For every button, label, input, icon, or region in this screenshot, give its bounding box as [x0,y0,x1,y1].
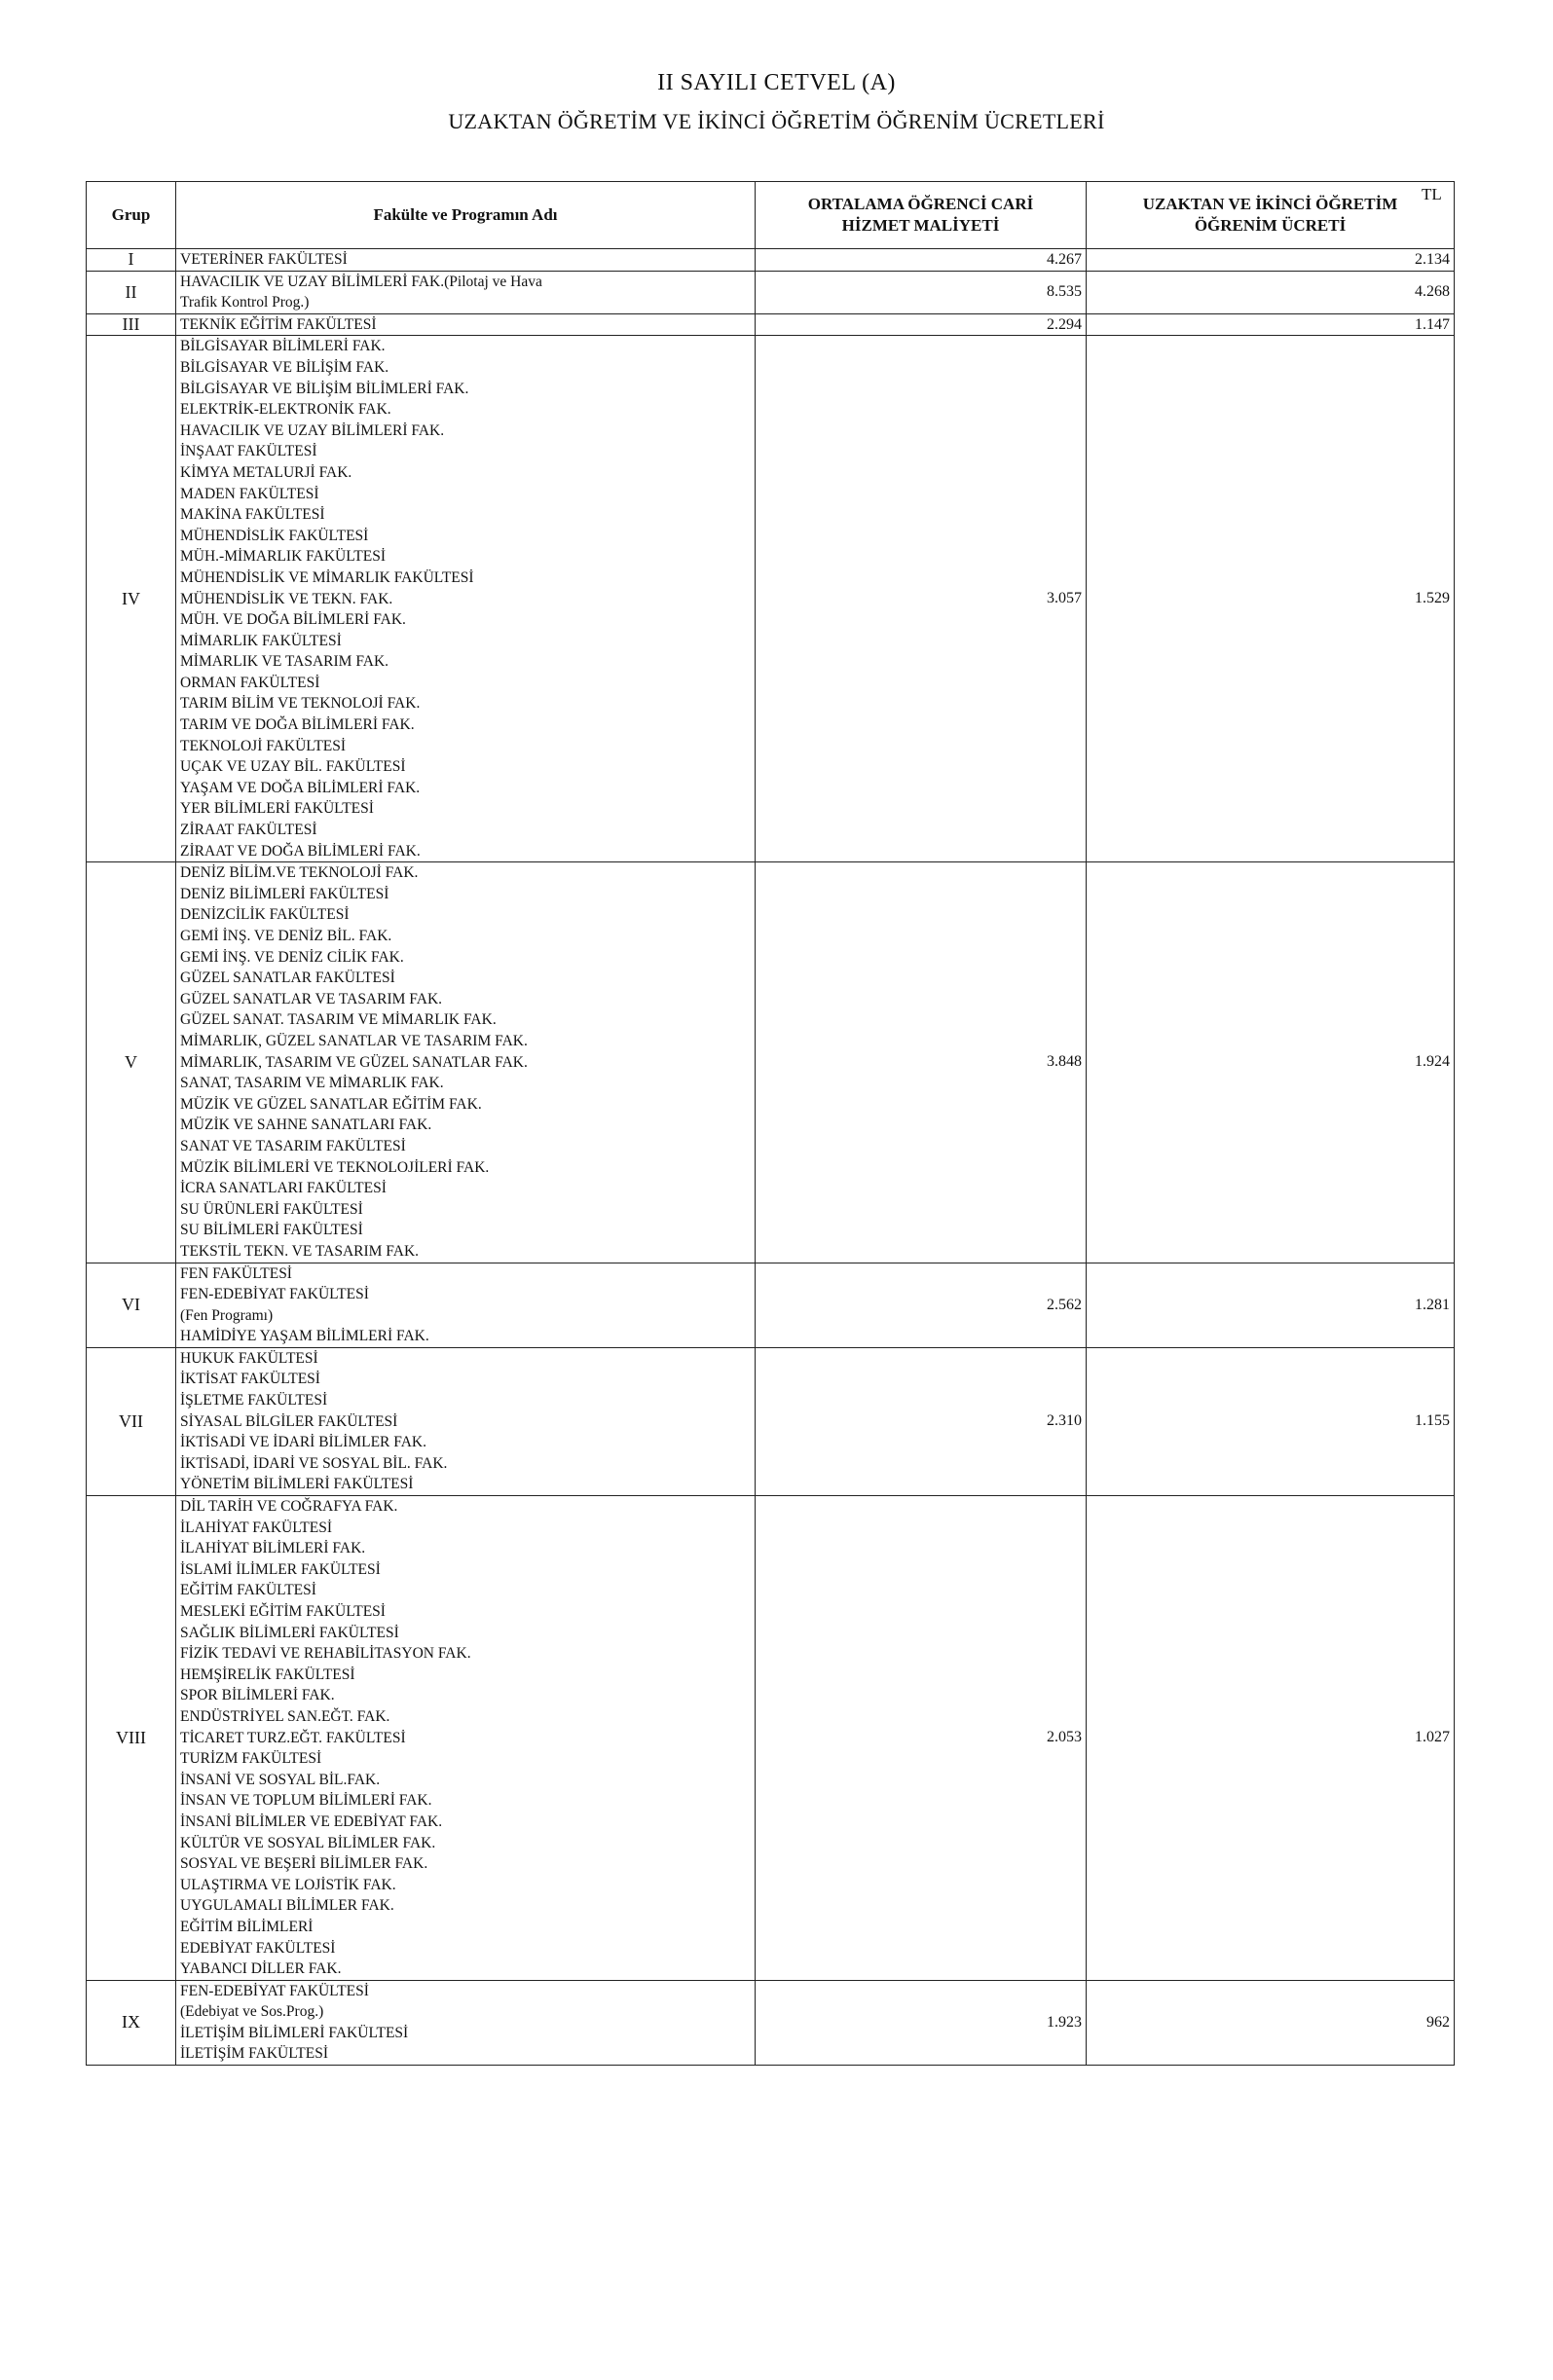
group-cell: IX [87,1980,176,2065]
faculty-name: BİLGİSAYAR BİLİMLERİ FAK. [180,338,386,355]
group-cell: IV [87,336,176,862]
faculty-name: TEKNİK EĞİTİM FAKÜLTESİ [180,315,377,333]
faculty-name: GÜZEL SANAT. TASARIM VE MİMARLIK FAK. [180,1011,497,1029]
table-row [87,862,1455,1263]
faculty-name: FEN-EDEBİYAT FAKÜLTESİ [180,1286,369,1303]
faculty-name: HUKUK FAKÜLTESİ [180,1349,318,1367]
table-row [87,1263,1455,1347]
table-row [87,249,1455,272]
faculty-name: ZİRAAT VE DOĞA BİLİMLERİ FAK. [180,842,421,860]
column-header-fee: UZAKTAN VE İKİNCİ ÖĞRETİM ÖĞRENİM ÜCRETİ [1087,182,1455,249]
faculty-name: EDEBİYAT FAKÜLTESİ [180,1939,336,1957]
faculty-name: EĞİTİM FAKÜLTESİ [180,1582,316,1599]
faculty-name: SİYASAL BİLGİLER FAKÜLTESİ [180,1412,398,1430]
table-row [87,336,1455,862]
faculty-name: HAVACILIK VE UZAY BİLİMLERİ FAK. [180,421,445,439]
faculty-name: HAVACILIK VE UZAY BİLİMLERİ FAK.(Pilotaj ve Hava [180,273,542,290]
document-title: II SAYILI CETVEL (A) [657,70,896,95]
faculty-list-cell [176,1347,756,1495]
faculty-name: İNSAN VE TOPLUM BİLİMLERİ FAK. [180,1792,432,1810]
table-row [87,1347,1455,1495]
faculty-name: MESLEKİ EĞİTİM FAKÜLTESİ [180,1603,386,1620]
faculty-name: YER BİLİMLERİ FAKÜLTESİ [180,800,374,818]
cost-cell: 8.535 [756,271,1087,313]
fee-cell: 2.134 [1087,249,1455,272]
faculty-name: HEMŞİRELİK FAKÜLTESİ [180,1666,355,1683]
faculty-name: TEKSTİL TEKN. VE TASARIM FAK. [180,1242,420,1260]
faculty-list-cell [176,249,756,272]
faculty-name: İLAHİYAT BİLİMLERİ FAK. [180,1540,366,1557]
faculty-name: SANAT VE TASARIM FAKÜLTESİ [180,1137,406,1154]
column-header-group: Grup [87,182,176,249]
faculty-list-cell [176,1980,756,2065]
faculty-list-cell [176,1263,756,1347]
faculty-list-cell [176,862,756,1263]
faculty-name: KİMYA METALURJİ FAK. [180,463,352,481]
faculty-name: İLAHİYAT FAKÜLTESİ [180,1519,333,1536]
fee-cell: 1.027 [1087,1496,1455,1981]
cost-cell: 4.267 [756,249,1087,272]
faculty-name: SU BİLİMLERİ FAKÜLTESİ [180,1222,363,1239]
faculty-name: DENİZ BİLİMLERİ FAKÜLTESİ [180,885,389,902]
faculty-name: İNSANİ VE SOSYAL BİL.FAK. [180,1771,381,1788]
fee-cell: 1.529 [1087,336,1455,862]
faculty-name: FEN FAKÜLTESİ [180,1264,292,1282]
faculty-name: GÜZEL SANATLAR VE TASARIM FAK. [180,990,443,1007]
faculty-name: MÜZİK VE SAHNE SANATLARI FAK. [180,1117,432,1134]
faculty-name: GEMİ İNŞ. VE DENİZ CİLİK FAK. [180,948,404,966]
cost-cell: 2.053 [756,1496,1087,1981]
faculty-name: (Fen Programı) [180,1306,274,1324]
fee-cell: 1.147 [1087,313,1455,336]
faculty-name: GEMİ İNŞ. VE DENİZ BİL. FAK. [180,928,392,944]
faculty-name: TARIM VE DOĞA BİLİMLERİ FAK. [180,716,415,734]
header-row [87,182,1455,249]
table-body [87,249,1455,2066]
faculty-list-cell [176,271,756,313]
faculty-name: (Edebiyat ve Sos.Prog.) [180,2003,324,2021]
cost-cell: 1.923 [756,1980,1087,2065]
faculty-name: GÜZEL SANATLAR FAKÜLTESİ [180,970,395,987]
faculty-name: TURİZM FAKÜLTESİ [180,1750,322,1768]
cost-cell: 3.848 [756,862,1087,1263]
faculty-name: SOSYAL VE BEŞERİ BİLİMLER FAK. [180,1855,428,1873]
faculty-name: ZİRAAT FAKÜLTESİ [180,822,317,839]
faculty-name: MÜHENDİSLİK VE MİMARLIK FAKÜLTESİ [180,568,474,586]
faculty-name: BİLGİSAYAR VE BİLİŞİM BİLİMLERİ FAK. [180,380,469,397]
group-cell: VIII [87,1496,176,1981]
faculty-name: TARIM BİLİM VE TEKNOLOJİ FAK. [180,695,421,713]
table-row [87,1980,1455,2065]
faculty-name: MÜH. VE DOĞA BİLİMLERİ FAK. [180,611,406,629]
fee-cell: 4.268 [1087,271,1455,313]
faculty-name: YAŞAM VE DOĞA BİLİMLERİ FAK. [180,779,421,796]
faculty-name: İLETİŞİM FAKÜLTESİ [180,2045,328,2063]
faculty-name: MİMARLIK VE TASARIM FAK. [180,653,389,671]
group-cell: III [87,313,176,336]
faculty-name: İNŞAAT FAKÜLTESİ [180,443,317,460]
column-header-cost: ORTALAMA ÖĞRENCİ CARİ HİZMET MALİYETİ [756,182,1087,249]
faculty-name: HAMİDİYE YAŞAM BİLİMLERİ FAK. [180,1328,429,1345]
faculty-name: ULAŞTIRMA VE LOJİSTİK FAK. [180,1876,396,1893]
faculty-name: SAĞLIK BİLİMLERİ FAKÜLTESİ [180,1624,399,1641]
faculty-list-cell [176,313,756,336]
cost-cell: 2.294 [756,313,1087,336]
table-row [87,1496,1455,1981]
group-cell: VI [87,1263,176,1347]
faculty-name: İSLAMİ İLİMLER FAKÜLTESİ [180,1560,381,1578]
faculty-name: VETERİNER FAKÜLTESİ [180,251,348,268]
faculty-name: DİL TARİH VE COĞRAFYA FAK. [180,1498,398,1516]
faculty-name: FEN-EDEBİYAT FAKÜLTESİ [180,1982,369,1999]
faculty-name: TEKNOLOJİ FAKÜLTESİ [180,737,347,754]
faculty-name: İNSANİ BİLİMLER VE EDEBİYAT FAK. [180,1812,443,1830]
fee-cell: 1.155 [1087,1347,1455,1495]
document-subtitle: UZAKTAN ÖĞRETİM VE İKİNCİ ÖĞRETİM ÖĞRENİM ÜCRETLERİ [448,109,1105,133]
faculty-name: MİMARLIK FAKÜLTESİ [180,632,342,649]
faculty-list-cell [176,1496,756,1981]
faculty-name: FİZİK TEDAVİ VE REHABİLİTASYON FAK. [180,1645,471,1663]
faculty-name: TİCARET TURZ.EĞT. FAKÜLTESİ [180,1729,406,1746]
group-cell: II [87,271,176,313]
faculty-name: SPOR BİLİMLERİ FAK. [180,1687,335,1704]
cost-cell: 2.310 [756,1347,1087,1495]
table-row [87,313,1455,336]
faculty-name: MADEN FAKÜLTESİ [180,485,319,502]
faculty-name: MÜH.-MİMARLIK FAKÜLTESİ [180,548,386,566]
faculty-name: MÜZİK BİLİMLERİ VE TEKNOLOJİLERİ FAK. [180,1158,490,1176]
faculty-name: KÜLTÜR VE SOSYAL BİLİMLER FAK. [180,1834,436,1851]
faculty-name: Trafik Kontrol Prog.) [180,294,310,311]
faculty-name: MÜHENDİSLİK VE TEKN. FAK. [180,590,393,607]
group-cell: VII [87,1347,176,1495]
faculty-name: İKTİSADİ, İDARİ VE SOSYAL BİL. FAK. [180,1454,448,1472]
column-header-faculty: Fakülte ve Programın Adı [176,182,756,249]
faculty-name: YABANCI DİLLER FAK. [180,1960,342,1978]
group-cell: V [87,862,176,1263]
faculty-name: İKTİSAT FAKÜLTESİ [180,1371,320,1388]
faculty-name: DENİZ BİLİM.VE TEKNOLOJİ FAK. [180,864,419,882]
faculty-name: İCRA SANATLARI FAKÜLTESİ [180,1180,387,1197]
faculty-name: SANAT, TASARIM VE MİMARLIK FAK. [180,1075,444,1092]
faculty-name: MÜZİK VE GÜZEL SANATLAR EĞİTİM FAK. [180,1095,482,1113]
fee-cell: 1.924 [1087,862,1455,1263]
cost-cell: 2.562 [756,1263,1087,1347]
faculty-name: UYGULAMALI BİLİMLER FAK. [180,1897,394,1915]
faculty-name: MİMARLIK, GÜZEL SANATLAR VE TASARIM FAK. [180,1032,528,1049]
faculty-name: UÇAK VE UZAY BİL. FAKÜLTESİ [180,758,406,776]
faculty-name: EĞİTİM BİLİMLERİ [180,1918,314,1935]
fee-cell: 1.281 [1087,1263,1455,1347]
faculty-name: İKTİSADİ VE İDARİ BİLİMLER FAK. [180,1434,427,1451]
faculty-name: ENDÜSTRİYEL SAN.EĞT. FAK. [180,1707,390,1725]
fee-table [86,181,1455,2066]
faculty-name: MİMARLIK, TASARIM VE GÜZEL SANATLAR FAK. [180,1053,528,1071]
faculty-name: MÜHENDİSLİK FAKÜLTESİ [180,527,369,544]
faculty-name: İŞLETME FAKÜLTESİ [180,1392,328,1410]
faculty-name: YÖNETİM BİLİMLERİ FAKÜLTESİ [180,1476,414,1493]
faculty-list-cell [176,336,756,862]
faculty-name: ORMAN FAKÜLTESİ [180,674,320,691]
cost-cell: 3.057 [756,336,1087,862]
table-row [87,271,1455,313]
currency-unit: TL [1422,185,1442,203]
faculty-name: MAKİNA FAKÜLTESİ [180,506,325,524]
faculty-name: SU ÜRÜNLERİ FAKÜLTESİ [180,1200,363,1218]
fee-cell: 962 [1087,1980,1455,2065]
faculty-name: ELEKTRİK-ELEKTRONİK FAK. [180,401,391,419]
faculty-name: BİLGİSAYAR VE BİLİŞİM FAK. [180,358,389,376]
faculty-name: İLETİŞİM BİLİMLERİ FAKÜLTESİ [180,2024,409,2041]
group-cell: I [87,249,176,272]
faculty-name: DENİZCİLİK FAKÜLTESİ [180,906,350,924]
